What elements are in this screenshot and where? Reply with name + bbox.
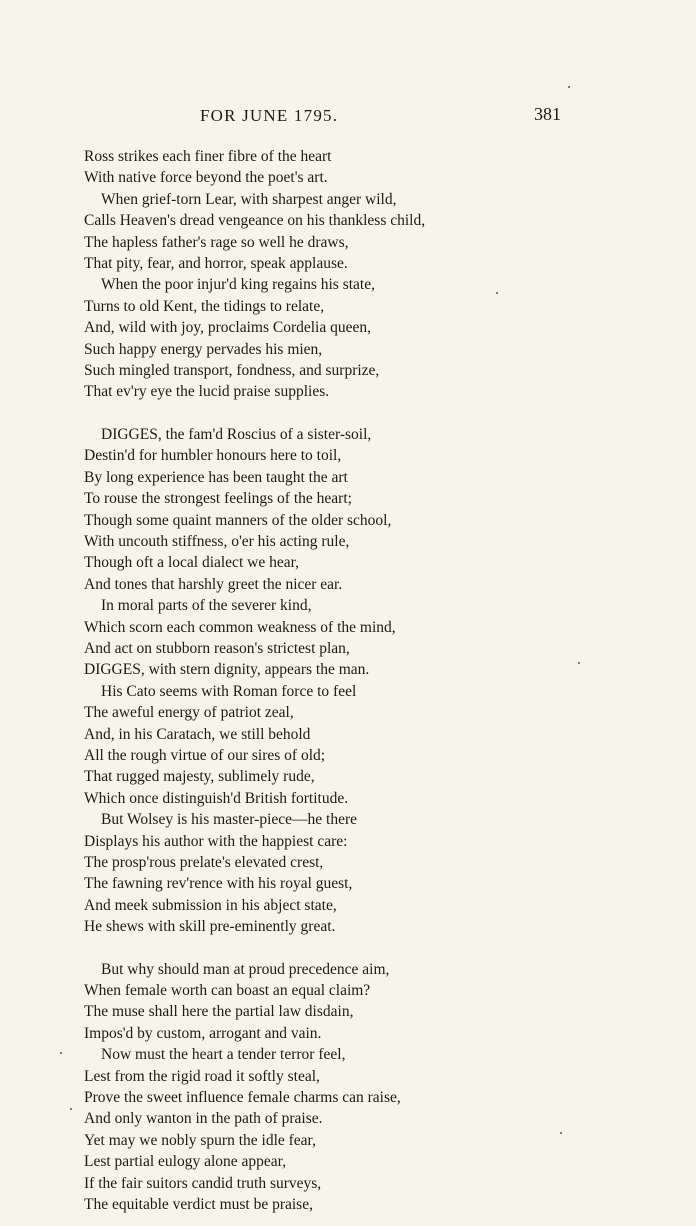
poem-line: Yet may we nobly spurn the idle fear,: [84, 1131, 316, 1149]
poem-line: He shews with skill pre-eminently great.: [84, 918, 336, 936]
poem-line: The muse shall here the partial law disdain,: [84, 1003, 354, 1021]
paper-speck: [60, 1052, 62, 1054]
poem-line: Lest from the rigid road it softly steal,: [84, 1067, 320, 1085]
poem-line: The aweful energy of patriot zeal,: [84, 704, 294, 722]
paper-speck: [568, 86, 570, 88]
poem-line: But why should man at proud precedence aim,: [101, 960, 390, 978]
page-number: 381: [534, 104, 561, 124]
stanza: [84, 146, 554, 403]
poem-line: But Wolsey is his master-piece—he there: [101, 811, 357, 829]
poem-line: Though some quaint manners of the older school,: [84, 511, 392, 529]
stanza: [84, 959, 554, 1216]
poem-line: Turns to old Kent, the tidings to relate,: [84, 297, 325, 315]
poem-line: The equitable verdict must be praise,: [84, 1196, 313, 1214]
poem-line: All the rough virtue of our sires of old;: [84, 746, 326, 764]
poem-line: The fawning rev'rence with his royal guest,: [84, 875, 353, 893]
stanza: [84, 424, 554, 938]
poem-line: The prosp'rous prelate's elevated crest,: [84, 854, 324, 871]
poem-line: In moral parts of the severer kind,: [101, 597, 312, 615]
poem-line: Ross strikes each finer fibre of the heart: [84, 148, 332, 165]
poem-line: That pity, fear, and horror, speak applause.: [84, 255, 348, 273]
poem-line: Which once distinguish'd British fortitude.: [84, 789, 349, 807]
paper-speck: [496, 292, 498, 294]
poem-line: And, in his Caratach, we still behold: [84, 725, 311, 743]
poem-line: Such mingled transport, fondness, and surprize,: [84, 362, 380, 380]
poem-line: And act on stubborn reason's strictest plan,: [84, 639, 350, 657]
poem-line: And tones that harshly greet the nicer ear.: [84, 575, 343, 593]
poem-line: If the fair suitors candid truth surveys,: [84, 1174, 322, 1192]
paper-speck: [578, 662, 580, 664]
poem-line: Displays his author with the happiest care:: [84, 832, 348, 850]
poem-line: To rouse the strongest feelings of the heart;: [84, 490, 352, 508]
poem-line: Destin'd for humbler honours here to toil,: [84, 447, 342, 465]
poem-line: Impos'd by custom, arrogant and vain.: [84, 1024, 322, 1042]
poem-line: Lest partial eulogy alone appear,: [84, 1153, 287, 1171]
poem-line: DIGGES, with stern dignity, appears the man.: [84, 661, 370, 679]
poem-line: The hapless father's rage so well he draws,: [84, 233, 349, 251]
poem-line: Though oft a local dialect we hear,: [84, 554, 299, 572]
poem-body: [84, 146, 554, 1216]
poem-line: When female worth can boast an equal claim?: [84, 982, 371, 1000]
poem-line: Prove the sweet influence female charms can raise,: [84, 1089, 401, 1107]
poem-line: And meek submission in his abject state,: [84, 896, 337, 914]
poem-line: When grief-torn Lear, with sharpest anger wild,: [101, 190, 397, 208]
poem-line: That rugged majesty, sublimely rude,: [84, 768, 315, 786]
running-title: FOR JUNE 1795.: [200, 106, 339, 125]
poem-line: Now must the heart a tender terror feel,: [101, 1046, 346, 1064]
poem-line: With native force beyond the poet's art.: [84, 169, 328, 187]
paper-speck: [560, 1132, 562, 1134]
poem-line: By long experience has been taught the art: [84, 468, 348, 486]
poem-line: When the poor injur'd king regains his state,: [101, 276, 375, 294]
poem-line: And only wanton in the path of praise.: [84, 1110, 323, 1128]
poem-line: And, wild with joy, proclaims Cordelia queen,: [84, 319, 371, 337]
poem-line: DIGGES, the fam'd Roscius of a sister-soil,: [101, 425, 372, 443]
paper-speck: [70, 1108, 72, 1110]
poem-line: That ev'ry eye the lucid praise supplies.: [84, 383, 330, 401]
poem-line: With uncouth stiffness, o'er his acting rule,: [84, 532, 350, 550]
poem-line: Such happy energy pervades his mien,: [84, 340, 323, 358]
poem-line: Calls Heaven's dread vengeance on his thankless child,: [84, 212, 426, 230]
poem-line: His Cato seems with Roman force to feel: [101, 682, 357, 700]
poem-line: Which scorn each common weakness of the mind,: [84, 618, 396, 636]
